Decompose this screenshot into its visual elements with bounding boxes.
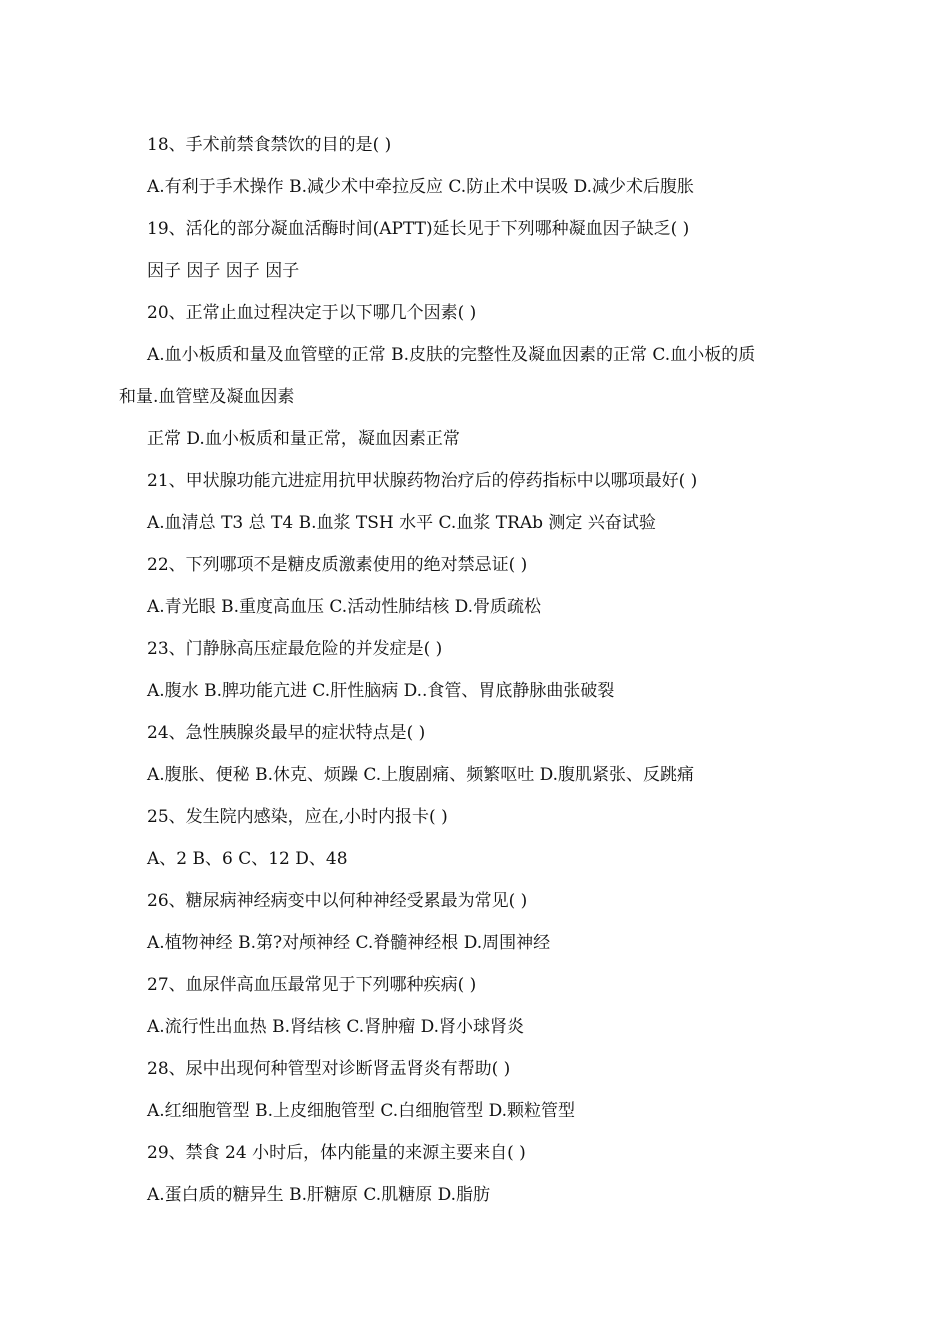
options-19: 因子 因子 因子 因子 — [147, 261, 300, 281]
question-28: 28、尿中出现何种管型对诊断肾盂肾炎有帮助( ) — [147, 1059, 511, 1079]
question-22: 22、下列哪项不是糖皮质激素使用的绝对禁忌证( ) — [147, 555, 528, 575]
options-29: A.蛋白质的糖异生 B.肝糖原 C.肌糖原 D.脂肪 — [147, 1185, 491, 1205]
options-24: A.腹胀、便秘 B.休克、烦躁 C.上腹剧痛、频繁呕吐 D.腹肌紧张、反跳痛 — [147, 765, 695, 785]
options-26: A.植物神经 B.第?对颅神经 C.脊髓神经根 D.周围神经 — [147, 933, 551, 953]
options-21: A.血清总 T3 总 T4 B.血浆 TSH 水平 C.血浆 TRAb 测定 兴奋试验 — [147, 513, 656, 533]
options-25: A、2 B、6 C、12 D、48 — [147, 849, 348, 869]
question-23: 23、门静脉高压症最危险的并发症是( ) — [147, 639, 443, 659]
question-19: 19、活化的部分凝血活酶时间(APTT)延长见于下列哪种凝血因子缺乏( ) — [147, 219, 690, 239]
options-27: A.流行性出血热 B.肾结核 C.肾肿瘤 D.肾小球肾炎 — [147, 1017, 525, 1037]
question-20: 20、正常止血过程决定于以下哪几个因素( ) — [147, 303, 477, 323]
question-24: 24、急性胰腺炎最早的症状特点是( ) — [147, 723, 426, 743]
question-18: 18、手术前禁食禁饮的目的是( ) — [147, 135, 392, 155]
options-18: A.有利于手术操作 B.减少术中牵拉反应 C.防止术中误吸 D.减少术后腹胀 — [147, 177, 695, 197]
options-20-last: 正常 D.血小板质和量正常，凝血因素正常 — [147, 429, 460, 449]
options-20-continued: 和量.血管壁及凝血因素 — [119, 387, 295, 407]
options-20: A.血小板质和量及血管壁的正常 B.皮肤的完整性及凝血因素的正常 C.血小板的质 — [147, 345, 756, 365]
options-23: A.腹水 B.脾功能亢进 C.肝性脑病 D..食管、胃底静脉曲张破裂 — [147, 681, 615, 701]
question-21: 21、甲状腺功能亢进症用抗甲状腺药物治疗后的停药指标中以哪项最好( ) — [147, 471, 698, 491]
question-27: 27、血尿伴高血压最常见于下列哪种疾病( ) — [147, 975, 477, 995]
question-26: 26、糖尿病神经病变中以何种神经受累最为常见( ) — [147, 891, 528, 911]
question-25: 25、发生院内感染，应在,小时内报卡( ) — [147, 807, 448, 827]
options-22: A.青光眼 B.重度高血压 C.活动性肺结核 D.骨质疏松 — [147, 597, 542, 617]
options-28: A.红细胞管型 B.上皮细胞管型 C.白细胞管型 D.颗粒管型 — [147, 1101, 576, 1121]
question-29: 29、禁食 24 小时后，体内能量的来源主要来自( ) — [147, 1143, 526, 1163]
